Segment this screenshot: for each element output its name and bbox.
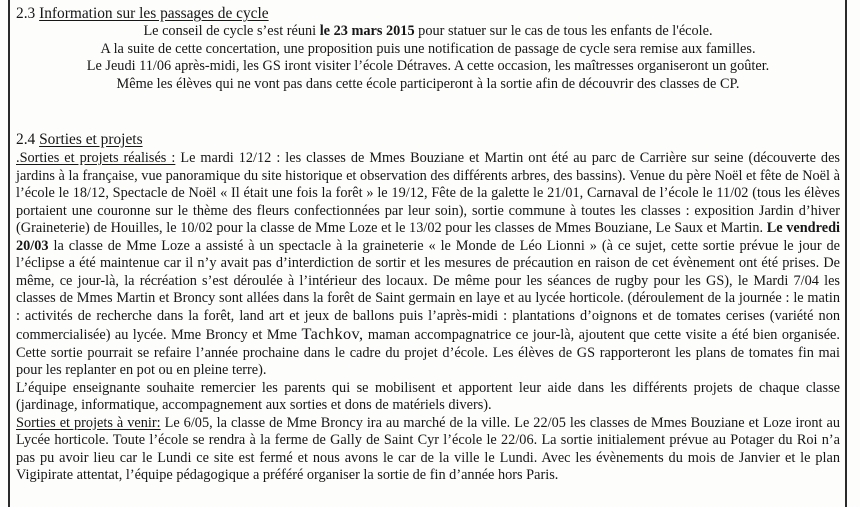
sorties-realisees-seg1: Le mardi 12/12 : les classes de Mmes Bouziane et Martin ont été au parc de Carrière sur seine (découverte des jardins à la française, vue panoramique du site historique et observation des différents arbres, des bassins). Venue du père Noël et fête de Noël à l’école le 18/12, Spectacle de Noël « Il était une fois la forêt » le 19/12, Fête de la galette le 21/01, Carnaval de l’école le 11/02 (tous les élèves portaient une couronne sur le thème des fleurs confectionnées par leur soin), sortie commune à toutes les classes : exposition Jardin d’hiver (Graineterie) de Houilles, le 10/02 pour la classe de Mme Loze et le 13/02 pour les classes de Mmes Bouziane, Le Saux et Martin. xyxy=(16,150,840,236)
page-border-right xyxy=(845,0,847,507)
section-gap xyxy=(16,93,840,130)
cycle-line-1-post: pour statuer sur le cas de tous les enfants de l'école. xyxy=(414,23,713,39)
sorties-realisees-seg3: maman accompagnatrice ce jour-là, ajoutent que cette visite a été bien organisée. Cette sortie pourrait se refaire l’année prochaine dans le cadre du projet d’école. Les élèves de GS rapporteront les plans de tomates fin mai pour les replanter en pot ou en pleine terre). xyxy=(16,327,840,378)
heading-2-4 xyxy=(16,130,840,149)
heading-2-3-number: 2.3 xyxy=(16,5,36,22)
sorties-realisees-name-alt: Tachkov, xyxy=(301,324,364,343)
heading-2-3 xyxy=(16,4,840,23)
sorties-realisees-seg2: la classe de Mme Loze a assisté à un spectacle à la graineterie « le Monde de Léo Lionni » (à ce sujet, cette sortie prévue le jour de l’éclipse a été maintenue car il n’y avait pas d’interdiction de sortir et les mesures de précaution en raison de cet évènement ont été prises. De même, ce jour-là, la récréation s’est déroulée à l’intérieur des locaux. De même pour les séances de rugby pour les GS), le Mardi 7/04 les classes de Mmes Martin et Broncy sont allées dans la forêt de Saint germain en laye et au lycée horticole. (déroulement de la journée : le matin : activités de recherche dans la forêt, land art et jeux de ballons puis l’après-midi : plantations d’oignons et de tomates cerises (variété non commercialisée) au lycée. Mme Broncy et Mme xyxy=(16,237,840,343)
sorties-realisees-date-bold: Le vendredi 20/03 xyxy=(16,220,840,254)
sorties-a-venir-lead: Sorties et projets à venir: xyxy=(16,414,161,431)
sorties-realisees-lead: .Sorties et projets réalisés : xyxy=(16,150,176,166)
heading-2-4-title: Sorties et projets xyxy=(39,131,143,148)
heading-2-3-title: Information sur les passages de cycle xyxy=(39,5,269,22)
document-content xyxy=(16,4,840,485)
paragraph-sorties-a-venir xyxy=(16,415,840,485)
cycle-line-4: Même les élèves qui ne vont pas dans cette école participeront à la sortie afin de découvrir des classes de CP. xyxy=(116,75,740,92)
cycle-line-1-pre: Le conseil de cycle s’est réuni xyxy=(143,23,320,39)
cycle-line-1 xyxy=(16,23,840,41)
heading-2-4-number: 2.4 xyxy=(16,131,36,148)
paragraph-sorties-realisees xyxy=(16,150,840,380)
paragraph-remerciements: L’équipe enseignante souhaite remercier les parents qui se mobilisent et apportent leur aide dans les différents projets de chaque classe (jardinage, informatique, accompagnement aux sorties et dons de matériels divers). xyxy=(16,379,840,413)
cycle-line-3: Le Jeudi 11/06 après-midi, les GS iront visiter l’école Détraves. A cette occasion, les maîtresses organiseront un goûter. xyxy=(86,58,770,74)
cycle-line-1-date-bold: le 23 mars 2015 xyxy=(319,23,415,39)
page-border-left xyxy=(8,0,10,507)
cycle-info-lines xyxy=(16,23,840,93)
section-2-3 xyxy=(16,4,840,93)
cycle-line-2: A la suite de cette concertation, une proposition puis une notification de passage de cycle sera remise aux familles. xyxy=(100,40,756,57)
section-2-4 xyxy=(16,130,840,485)
sorties-a-venir-body: Le 6/05, la classe de Mme Broncy ira au marché de la ville. Le 22/05 les classes de Mmes Bouziane et Loze iront au Lycée horticole. Toute l’école se rendra à la ferme de Gally de Saint Cyr l’école le 22/06. La sortie initialement prévue au Potager du Roi n’a pas pu avoir lieu car le Lundi ce site est fermé et nous avons le car de la ville le Lundi. Avec les évènements du mois de Janvier et le plan Vigipirate attentat, l’équipe pédagogique a préféré organiser la sortie de fin d’année hors Paris. xyxy=(16,414,840,483)
